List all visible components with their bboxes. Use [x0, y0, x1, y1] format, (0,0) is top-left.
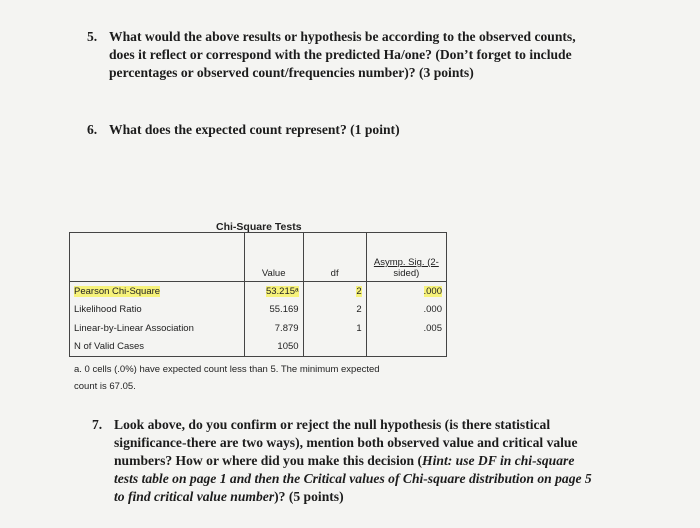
row-value: 1050: [244, 338, 303, 357]
header-sig-line-2: sided): [393, 268, 420, 279]
table-row: [70, 338, 447, 357]
row-sig: .005: [366, 319, 446, 338]
footnote-line: a. 0 cells (.0%) have expected count less than 5. The minimum expected: [74, 364, 380, 375]
footnote-line: count is 67.05.: [74, 381, 136, 392]
row-sig: .000: [366, 282, 446, 301]
row-df: 1: [303, 319, 366, 338]
question-line: Look above, do you confirm or reject the null hypothesis (is there statistical: [114, 417, 551, 432]
question-6: [87, 121, 587, 141]
table-header-row: [70, 233, 447, 282]
question-line: to find critical value number)? (5 points): [114, 489, 344, 504]
question-line: tests table on page 1 and then the Critical values of Chi-square distribution on page 5: [114, 471, 592, 486]
chi-square-table: [69, 232, 447, 357]
question-7: [92, 416, 692, 516]
question-line: What does the expected count represent? (1 point): [109, 122, 400, 137]
hint-text: Hint: use DF in chi-square: [422, 453, 575, 468]
question-text: [109, 121, 400, 139]
row-value: 53.215ᵃ: [244, 282, 303, 301]
row-value: 55.169: [244, 301, 303, 320]
question-number: 5.: [87, 29, 98, 44]
header-sig-line-1: Asymp. Sig. (2-: [373, 257, 439, 268]
question-line: numbers? How or where did you make this decision (Hint: use DF in chi-square: [114, 453, 575, 468]
row-df: 2: [303, 301, 366, 320]
row-label: Likelihood Ratio: [70, 301, 245, 320]
question-line: percentages or observed count/frequencies number)? (3 points): [109, 65, 474, 80]
question-text: [109, 28, 576, 82]
header-value: Value: [244, 233, 303, 282]
row-label: Pearson Chi-Square: [70, 282, 245, 301]
question-line: significance-there are two ways), mention both observed value and critical value: [114, 435, 578, 450]
header-blank: [70, 233, 245, 282]
table-row: [70, 319, 447, 338]
row-label: Linear-by-Linear Association: [70, 319, 245, 338]
row-label: N of Valid Cases: [70, 338, 245, 357]
question-line: does it reflect or correspond with the predicted Ha/one? (Don’t forget to include: [109, 47, 572, 62]
table-title: Chi-Square Tests: [216, 221, 302, 233]
question-number: 7.: [92, 417, 103, 432]
row-sig: .000: [366, 301, 446, 320]
row-value: 7.879: [244, 319, 303, 338]
row-sig: [366, 338, 446, 357]
row-df: 2: [303, 282, 366, 301]
header-sig: [366, 233, 446, 282]
table-row: [70, 282, 447, 301]
question-number: 6.: [87, 122, 98, 137]
row-df: [303, 338, 366, 357]
question-line: What would the above results or hypothesis be according to the observed counts,: [109, 29, 576, 44]
question-5: [87, 28, 687, 88]
table-row: [70, 301, 447, 320]
question-text: [114, 416, 592, 506]
header-df: df: [303, 233, 366, 282]
table-footnote: [74, 361, 380, 395]
